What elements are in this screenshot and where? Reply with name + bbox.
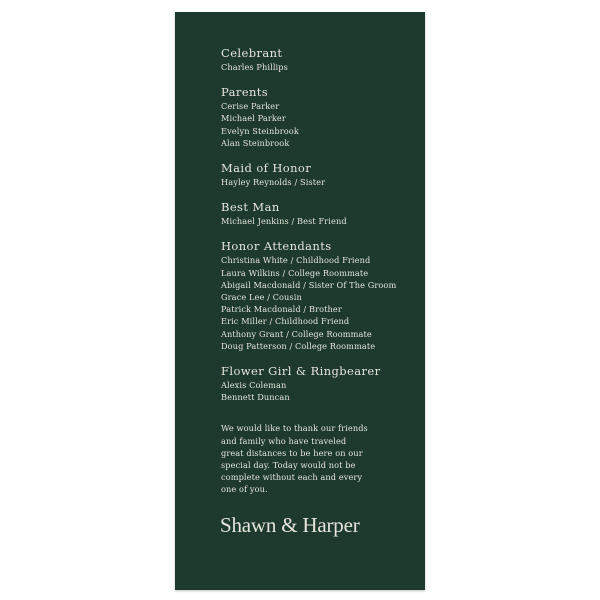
- section-line: Christina White / Childhood Friend: [221, 255, 371, 266]
- section-heading: Honor Attendants: [221, 239, 332, 254]
- section-line: Michael Jenkins / Best Friend: [221, 216, 347, 227]
- couple-names: Shawn & Harper: [220, 513, 360, 537]
- section-celebrant: [221, 46, 421, 73]
- section-line: Eric Miller / Childhood Friend: [221, 316, 350, 327]
- section-line: Cerise Parker: [221, 101, 280, 112]
- section-line: Evelyn Steinbrook: [221, 125, 299, 136]
- section-heading: Maid of Honor: [221, 161, 312, 176]
- section-line: Doug Patterson / College Roommate: [221, 340, 376, 351]
- section-best-man: [221, 200, 421, 227]
- section-line: Laura Wilkins / College Roommate: [221, 267, 369, 278]
- section-honor-attendants: [221, 239, 421, 352]
- section-flower-girl-ringbearer: [221, 364, 421, 403]
- section-heading: Celebrant: [221, 46, 283, 60]
- section-line: Hayley Reynolds / Sister: [221, 177, 326, 188]
- section-line: Alan Steinbrook: [221, 137, 290, 148]
- thanks-line: special day. Today would not be: [221, 459, 356, 470]
- thanks-line: complete without each and every: [221, 471, 363, 482]
- thanks-line: We would like to thank our friends: [221, 423, 368, 434]
- section-maid-of-honor: [221, 161, 421, 188]
- section-heading: Flower Girl & Ringbearer: [221, 364, 381, 379]
- section-line: Abigail Macdonald / Sister Of The Groom: [221, 279, 397, 290]
- section-line: Bennett Duncan: [221, 392, 290, 403]
- section-parents: [221, 85, 421, 149]
- program-content: [221, 46, 421, 495]
- section-line: Anthony Grant / College Roommate: [221, 328, 372, 339]
- section-line: Patrick Macdonald / Brother: [221, 304, 342, 315]
- section-heading: Parents: [221, 85, 269, 100]
- section-line: Alexis Coleman: [221, 380, 287, 391]
- section-line: Michael Parker: [221, 113, 286, 124]
- thanks-line: great distances to be here on our: [221, 447, 363, 458]
- thank-you-message: [221, 422, 421, 495]
- wedding-program-card: [175, 12, 425, 590]
- section-line: Grace Lee / Cousin: [221, 292, 302, 303]
- section-heading: Best Man: [221, 200, 280, 215]
- thanks-line: one of you.: [221, 483, 268, 494]
- thanks-line: and family who have traveled: [221, 435, 347, 446]
- section-line: Charles Phillips: [221, 62, 288, 72]
